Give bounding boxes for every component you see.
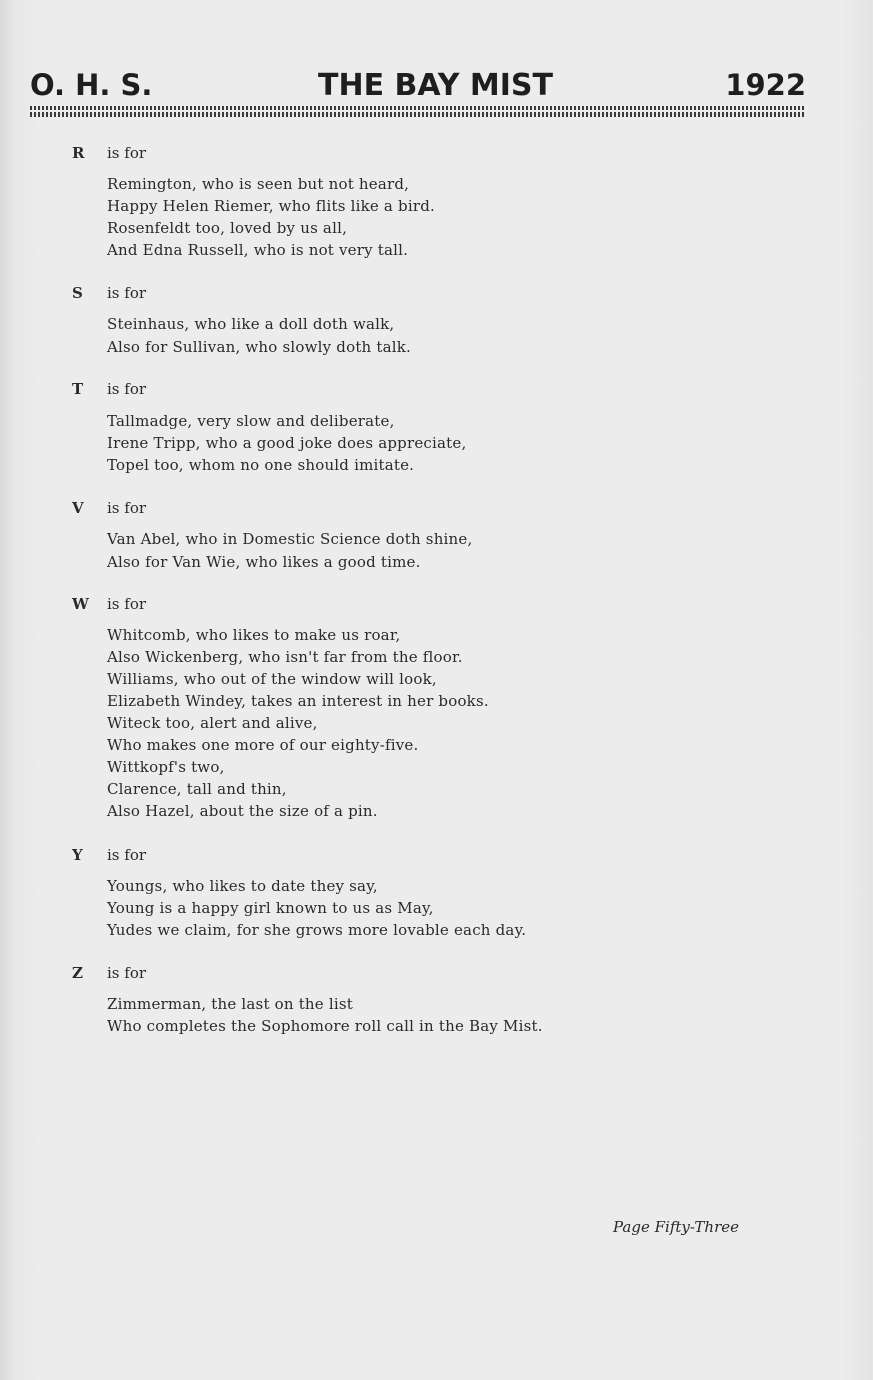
poem-line: Wittkopf's two,	[107, 758, 225, 776]
stanza-is-for: is for	[107, 595, 147, 613]
poem-line: Van Abel, who in Domestic Science doth shine,	[107, 530, 473, 548]
poem-line: Witeck too, alert and alive,	[107, 714, 318, 732]
poem-line: Rosenfeldt too, loved by us all,	[107, 219, 348, 237]
poem-line: Williams, who out of the window will look,	[107, 670, 437, 688]
poem-line: Happy Helen Riemer, who flits like a bird.	[107, 197, 435, 215]
poem-line: Youngs, who likes to date they say,	[107, 877, 378, 895]
poem-line: Zimmerman, the last on the list	[107, 995, 353, 1013]
poem-line: Remington, who is seen but not heard,	[107, 175, 410, 193]
poem-line: Yudes we claim, for she grows more lovable each day.	[107, 921, 527, 939]
stanza-letter: S	[72, 284, 83, 302]
poem-line: Elizabeth Windey, takes an interest in her books.	[107, 692, 489, 710]
poem-line: Whitcomb, who likes to make us roar,	[107, 626, 401, 644]
stanza-is-for: is for	[107, 144, 147, 162]
poem-line: Also Wickenberg, who isn't far from the floor.	[107, 648, 463, 666]
stanza-is-for: is for	[107, 964, 147, 982]
page-header	[30, 68, 806, 108]
poem-line: Irene Tripp, who a good joke does appreciate,	[107, 434, 467, 452]
stanza-letter: Z	[72, 964, 83, 982]
stanza-letter: V	[72, 499, 84, 517]
poem-line: Also Hazel, about the size of a pin.	[107, 802, 378, 820]
page-number: Page Fifty-Three	[613, 1218, 739, 1236]
poem-line: Who completes the Sophomore roll call in the Bay Mist.	[107, 1017, 543, 1035]
stanza-is-for: is for	[107, 284, 147, 302]
stanza-is-for: is for	[107, 846, 147, 864]
poem-line: And Edna Russell, who is not very tall.	[107, 241, 409, 259]
poem-line: Also for Sullivan, who slowly doth talk.	[107, 338, 412, 356]
stanza-letter: T	[72, 380, 84, 398]
header-rule	[30, 106, 804, 117]
poem-line: Clarence, tall and thin,	[107, 780, 287, 798]
poem-line: Who makes one more of our eighty-five.	[107, 736, 419, 754]
poem-line: Young is a happy girl known to us as May,	[107, 899, 434, 917]
stanza-is-for: is for	[107, 499, 147, 517]
stanza-letter: Y	[72, 846, 83, 864]
page-title: THE BAY MIST	[318, 68, 553, 103]
stanza-letter: W	[72, 595, 89, 613]
stanza-letter: R	[72, 144, 85, 162]
stanza-is-for: is for	[107, 380, 147, 398]
poem-line: Steinhaus, who like a doll doth walk,	[107, 315, 395, 333]
school-initials: O. H. S.	[30, 68, 153, 102]
poem-line: Topel too, whom no one should imitate.	[107, 456, 415, 474]
poem-line: Also for Van Wie, who likes a good time.	[107, 553, 421, 571]
year-label: 1922	[725, 68, 806, 102]
poem-line: Tallmadge, very slow and deliberate,	[107, 412, 395, 430]
